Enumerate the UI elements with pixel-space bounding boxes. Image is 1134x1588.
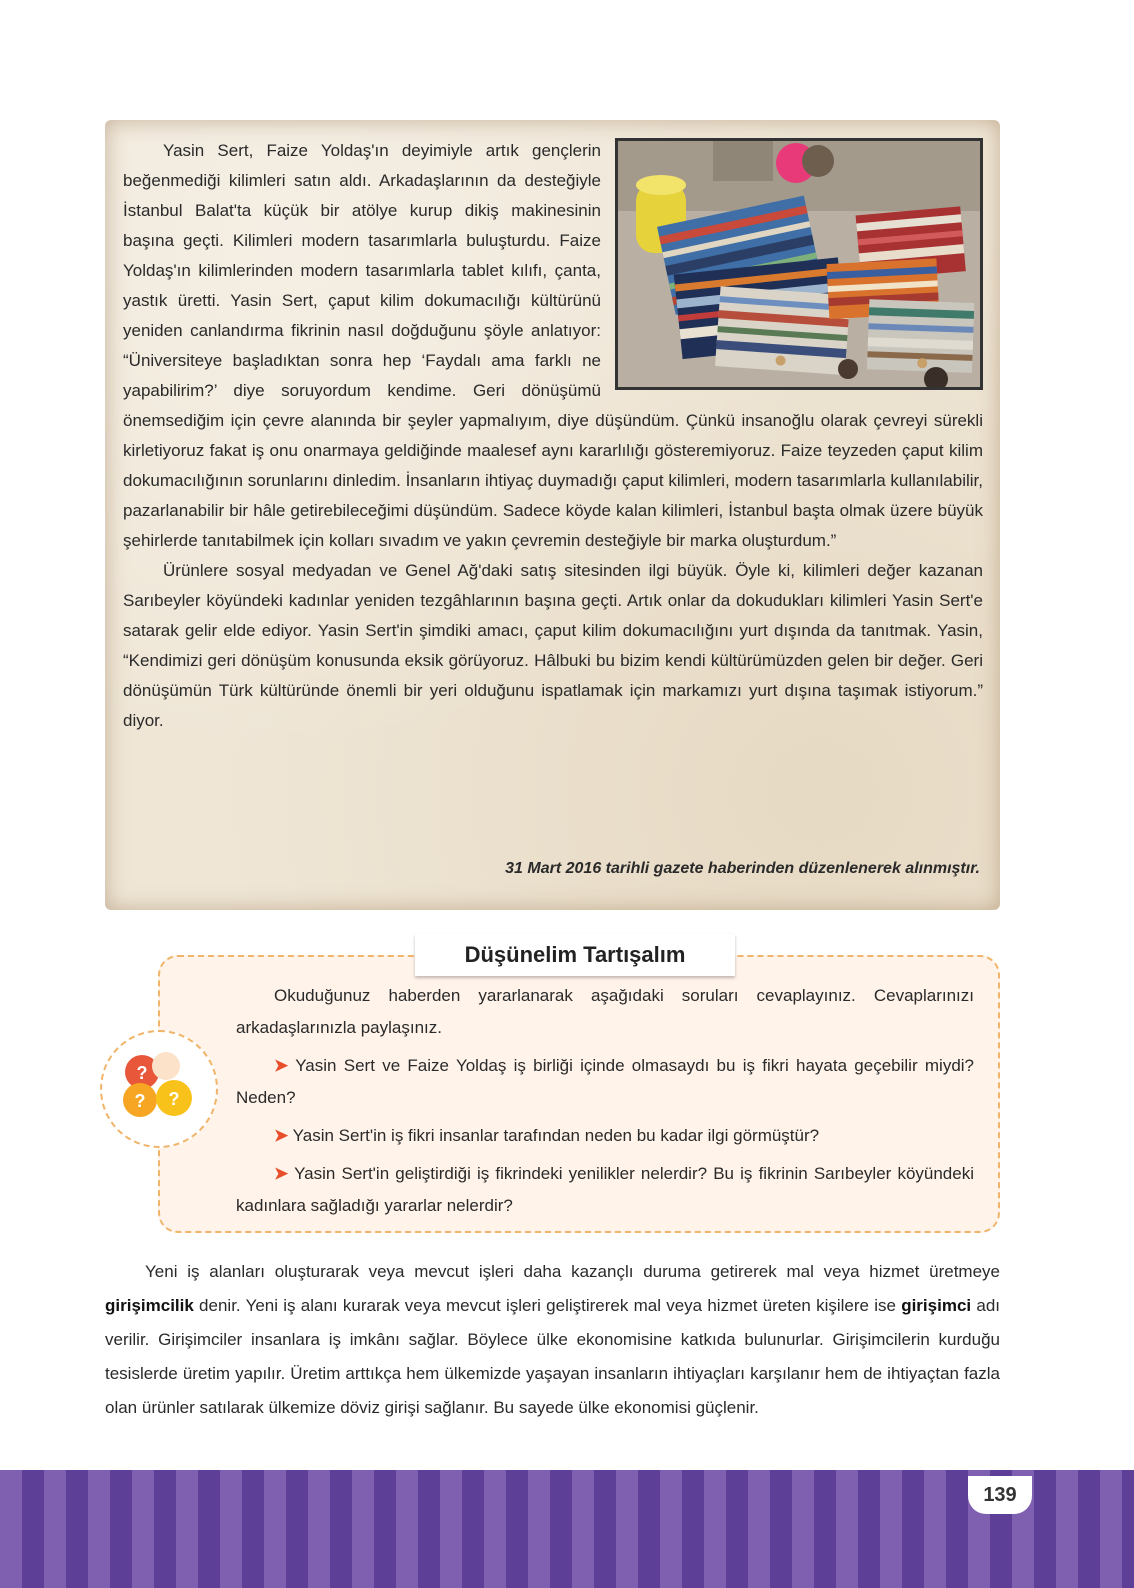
news-paragraph-1: Yasin Sert, Faize Yoldaş'ın deyimiyle artık gençlerin beğenmediği kilimleri satın aldı. Arkadaşlarının da desteğiyle İstanbul Balat'ta küçük bir atölye kurup dikiş makinesinin başına geçti. Kilimleri modern tasarımlarla buluşturdu. Faize Yoldaş'ın kilimlerinden modern tasarımlarla tablet kılıfı, çanta, yastık üretti. Yasin Sert, çaput kilim dokumacılığı kültürünü yeniden canlandırma fikrinin nasıl doğduğunu şöyle anlatıyor: “Üniversiteye başladıktan sonra hep ‘Faydalı ama farklı ne yapabilirim?’ diye soruyordum kendime. Geri dönüşümü önemsediğim için çevre alanında bir şeyler yapmalıyım, diye düşündüm. Çünkü insanoğlu olarak çevreyi sürekli kirletiyoruz fakat iş onu onarmaya geldiğinde maalesef aynı kararlılığı gösteremiyoruz. Faize teyzeden çaput kilim dokumacılığının sorunlarını dinledim. İnsanların ihtiyaç duymadığı çaput kilimleri, modern tasarımlarla kullanılabilir, pazarlanabilir bir hâle getirebileceğimi düşündüm. Sadece köyde kalan kilimleri, İstanbul başta olmak üzere büyük şehirlerde tanıtabilmek için kolları sıvadım ve yakın çevremin desteğiyle bir marka oluşturdum.”: [123, 141, 983, 550]
term-girisimci: girişimci: [901, 1296, 972, 1315]
question-mark-2: ?: [134, 1091, 146, 1111]
arrow-bullet-icon: ➤: [274, 1126, 289, 1145]
news-box: [105, 120, 1000, 910]
discussion-question-2: [236, 1120, 974, 1152]
discussion-question-1: [236, 1050, 974, 1114]
discussion-intro: Okuduğunuz haberden yararlanarak aşağıdaki soruları cevaplayınız. Cevaplarınızı arkadaşlarınızla paylaşınız.: [236, 986, 974, 1037]
question-text: Yasin Sert ve Faize Yoldaş iş birliği içinde olmasaydı bu iş fikri hayata geçebilir miydi? Neden?: [236, 1056, 974, 1107]
question-mark-3: ?: [168, 1089, 180, 1109]
question-text: Yasin Sert'in iş fikri insanlar tarafından neden bu kadar ilgi görmüştür?: [292, 1126, 820, 1145]
striped-footer: [0, 1470, 1134, 1588]
news-paragraph-2: Ürünlere sosyal medyadan ve Genel Ağ'daki satış sitesinden ilgi büyük. Öyle ki, kilimleri değer kazanan Sarıbeyler köyündeki kadınlar yeniden tezgâhlarının başına geçti. Artık onlar da dokudukları kilimleri Yasin Sert'e satarak gelir elde ediyor. Yasin Sert'in şimdiki amacı, çaput kilim dokumacılığını yurt dışında da tanıtmak. Yasin, “Kendimizi geri dönüşüm konusunda eksik görüyoruz. Hâlbuki bu bizim kendi kültürümüzden gelen bir değer. Geri dönüşümün Türk kültüründe önemli bir yeri olduğunu ispatlamak için markamızı yurt dışına taşımak istiyorum.” diyor.: [123, 561, 983, 730]
arrow-bullet-icon: ➤: [274, 1056, 289, 1075]
discussion-text: [236, 980, 974, 1222]
discussion-title: Düşünelim Tartışalım: [415, 934, 735, 976]
news-text: [123, 136, 983, 736]
discussion-question-3: [236, 1158, 974, 1222]
question-text: Yasin Sert'in geliştirdiği iş fikrindeki yenilikler nelerdir? Bu iş fikrinin Sarıbeyler köyündeki kadınlara sağladığı yararlar nelerdir?: [236, 1164, 974, 1215]
news-source: 31 Mart 2016 tarihli gazete haberinden düzenlenerek alınmıştır.: [505, 860, 980, 877]
kilim-bags-illustration: [618, 141, 980, 387]
question-bubbles-icon: [100, 1030, 218, 1148]
kilim-products-photo: [615, 138, 983, 390]
term-girisimcilik: girişimcilik: [105, 1296, 194, 1315]
page-number: 139: [968, 1476, 1032, 1514]
entrepreneurship-paragraph: Yeni iş alanları oluşturarak veya mevcut işleri daha kazançlı duruma getirerek mal veya hizmet üretmeye girişimcilik denir. Yeni iş alanı kurarak veya mevcut işleri geliştirerek mal veya hizmet üreten kişilere ise girişimci adı verilir. Girişimciler insanlara iş imkânı sağlar. Böylece ülke ekonomisine katkıda bulunurlar. Girişimcilerin kurduğu tesislerde üretim yapılır. Üretim arttıkça hem ülkemizde yaşayan insanların ihtiyaçları karşılanır hem de ihtiyaçtan fazla olan ürünler satılarak ülkemize döviz girişi sağlanır. Bu sayede ülke ekonomisi güçlenir.: [105, 1262, 1000, 1417]
question-mark-1: ?: [136, 1063, 148, 1083]
arrow-bullet-icon: ➤: [274, 1164, 289, 1183]
